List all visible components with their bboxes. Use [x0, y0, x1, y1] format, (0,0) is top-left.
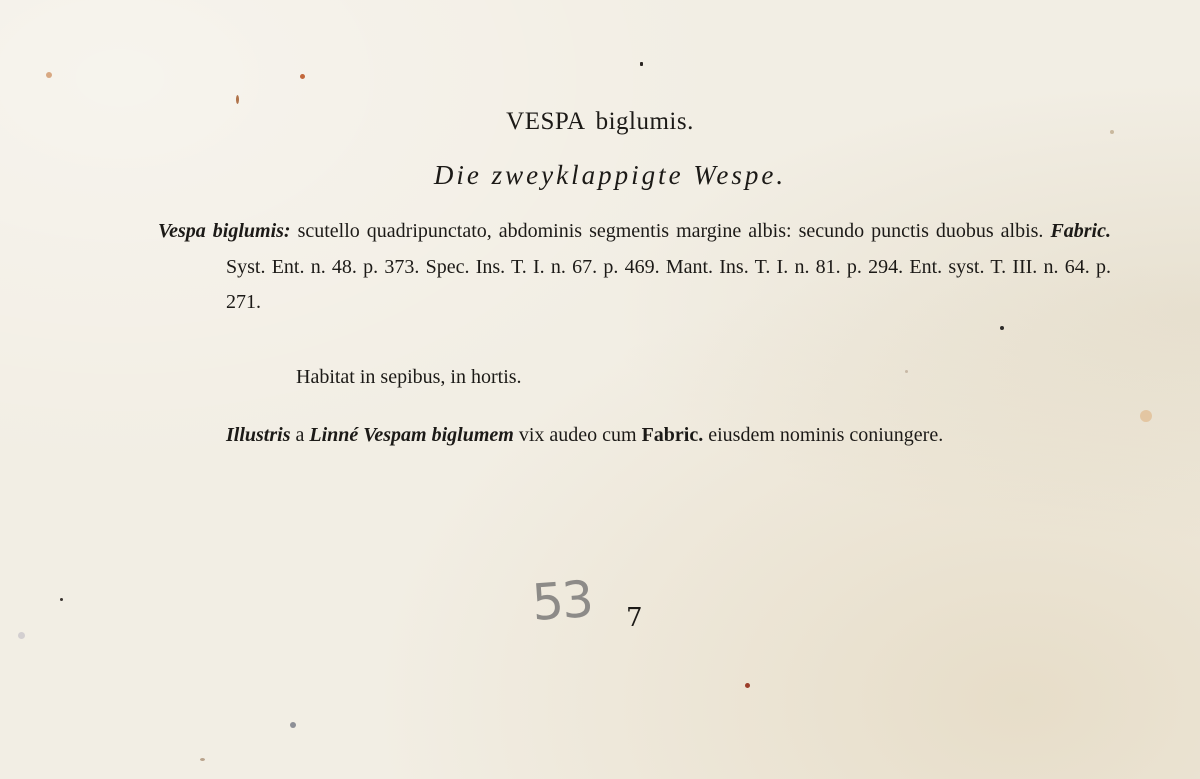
paper-speck — [1000, 326, 1004, 330]
habitat-line: Habitat in sepibus, in hortis. — [296, 366, 522, 388]
note-end: eiusdem nominis coniungere. — [708, 424, 944, 446]
paper-speck — [745, 683, 750, 688]
paper-speck — [290, 722, 296, 728]
paper-speck — [300, 74, 305, 79]
note-fabric: Fabric. — [641, 424, 704, 446]
paper-speck — [18, 632, 25, 639]
note-illustris: Illustris — [226, 424, 291, 446]
title-species: biglumis. — [595, 108, 694, 135]
note-mid: vix audeo cum — [518, 424, 637, 446]
entry-description: scutello quadripunctato, abdominis segmentis margine albis: secundo punctis duobus albis. — [297, 220, 1044, 242]
page-subtitle: Die zweyklappigte Wespe. — [433, 160, 787, 190]
entry-references: Syst. Ent. n. 48. p. 373. Spec. Ins. T. I. n. 67. p. 469. Mant. Ins. T. I. n. 81. p. 294. Ent. syst. T. III. n. 64. p. 271. — [226, 255, 1111, 313]
paper-speck — [60, 598, 63, 601]
remark-paragraph — [156, 419, 1040, 452]
ink-dot — [640, 62, 643, 66]
paper-speck — [200, 758, 205, 761]
paper-speck — [46, 72, 52, 78]
species-entry — [158, 214, 1111, 321]
entry-fabric-label: Fabric. — [1050, 220, 1111, 242]
note-linne: Linné Vespam biglumem — [309, 424, 514, 446]
entry-lead: Vespa biglumis: — [158, 220, 291, 242]
paper-speck — [905, 370, 908, 373]
note-a: a — [295, 424, 305, 446]
page-title — [0, 108, 1200, 136]
paper-speck — [1140, 410, 1152, 422]
pencil-page-number: 53 — [530, 569, 594, 633]
paper-speck — [236, 95, 239, 104]
title-genus: VESPA — [506, 108, 586, 135]
ink-numeral: 7 — [626, 603, 643, 633]
